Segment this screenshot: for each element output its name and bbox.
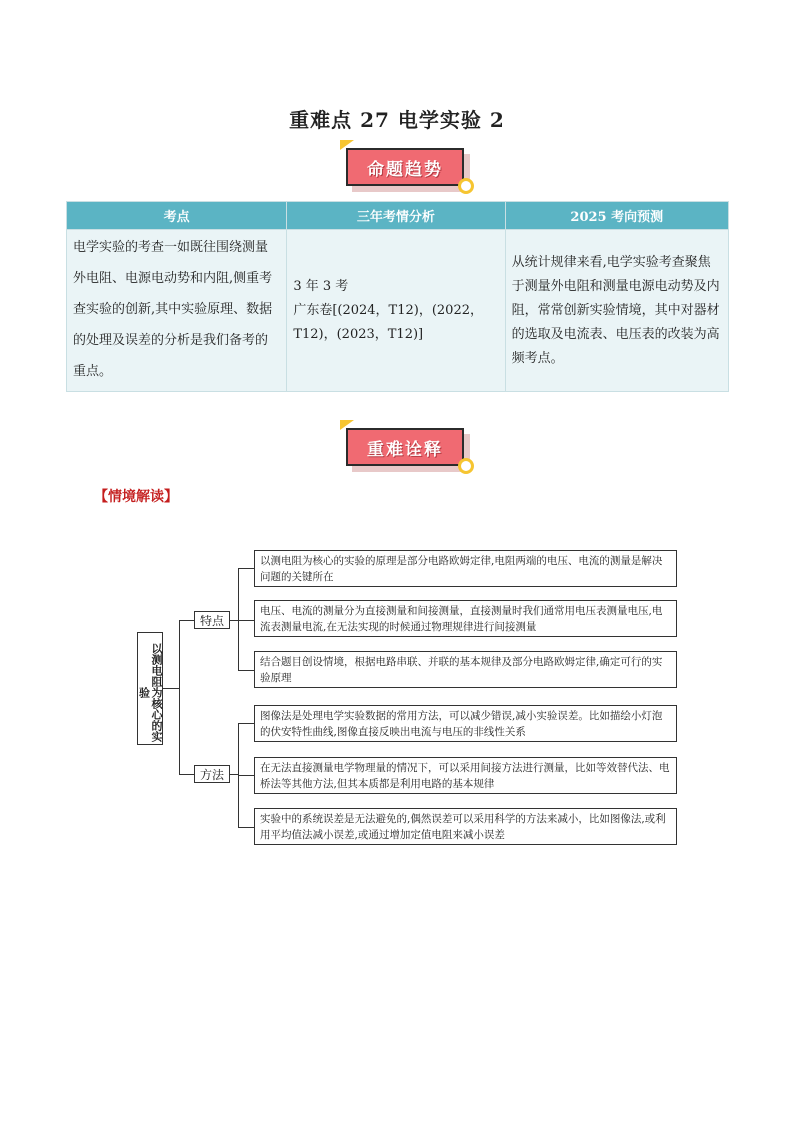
flag-icon — [340, 420, 354, 430]
leaf-feature-3: 结合题目创设情境，根据电路串联、并联的基本规律及部分电路欧姆定律,确定可行的实验原理 — [254, 651, 677, 688]
table-header-analysis: 三年考情分析 — [287, 202, 505, 230]
connector-line — [238, 827, 254, 828]
ring-icon — [458, 178, 474, 194]
leaf-feature-2: 电压、电流的测量分为直接测量和间接测量，直接测量时我们通常用电压表测量电压,电流表测量电流,在无法实现的时候通过物理规律进行间接测量 — [254, 600, 677, 637]
page-title: 重难点 27 电学实验 2 — [289, 108, 505, 132]
analysis-detail: 广东卷[(2024，T12)，(2022，T12)，(2023，T12)] — [293, 302, 483, 342]
explain-badge — [346, 428, 472, 472]
connector-line — [230, 774, 238, 775]
leaf-method-3: 实验中的系统误差是无法避免的,偶然误差可以采用科学的方法来减小，比如图像法,或利用平均值法减小误差,或通过增加定值电阻来减小误差 — [254, 808, 677, 845]
analysis-count: 3 年 3 考 — [293, 278, 349, 294]
trend-badge — [346, 148, 472, 192]
table-row — [67, 230, 729, 392]
table-header-forecast: 2025 考向预测 — [505, 202, 728, 230]
trend-table — [66, 201, 729, 392]
table-cell-topic — [67, 230, 287, 392]
connector-line — [238, 723, 254, 724]
connector-line — [238, 568, 239, 670]
explain-badge-label: 重难诠释 — [346, 428, 464, 466]
connector-line — [179, 620, 194, 621]
branch-features: 特点 — [194, 611, 230, 629]
table-cell-forecast — [505, 230, 728, 392]
connector-line — [163, 688, 179, 689]
connector-line — [238, 568, 254, 569]
connector-line — [238, 775, 254, 776]
trend-badge-label: 命题趋势 — [346, 148, 464, 186]
connector-line — [179, 774, 194, 775]
leaf-method-1: 图像法是处理电学实验数据的常用方法，可以减少错误,减小实验误差。比如描绘小灯泡的伏安特性曲线,图像直接反映出电流与电压的非线性关系 — [254, 705, 677, 742]
topic-text: 电学实验的考查一如既往围绕测量外电阻、电源电动势和内阻,侧重考查实验的创新,其中实验原理、数据的处理及误差的分析是我们备考的重点。 — [73, 240, 273, 379]
table-cell-analysis — [287, 230, 505, 392]
connector-line — [238, 620, 254, 621]
forecast-text: 从统计规律来看,电学实验考查聚焦于测量外电阻和测量电源电动势及内阻，常常创新实验情境，其中对器材的选取及电流表、电压表的改装为高频考点。 — [511, 254, 720, 366]
leaf-feature-1: 以测电阻为核心的实验的原理是部分电路欧姆定律,电阻两端的电压、电流的测量是解决问题的关键所在 — [254, 550, 677, 587]
leaf-method-2: 在无法直接测量电学物理量的情况下，可以采用间接方法进行测量，比如等效替代法、电桥法等其他方法,但其本质都是利用电路的基本规律 — [254, 757, 677, 794]
mindmap-root: 以测电阻为核心的实验 — [137, 632, 163, 745]
ring-icon — [458, 458, 474, 474]
connector-line — [179, 620, 180, 774]
flag-icon — [340, 140, 354, 150]
connector-line — [238, 670, 254, 671]
branch-methods: 方法 — [194, 765, 230, 783]
context-label: 【情境解读】 — [94, 489, 178, 505]
connector-line — [230, 620, 238, 621]
table-header-topic: 考点 — [67, 202, 287, 230]
